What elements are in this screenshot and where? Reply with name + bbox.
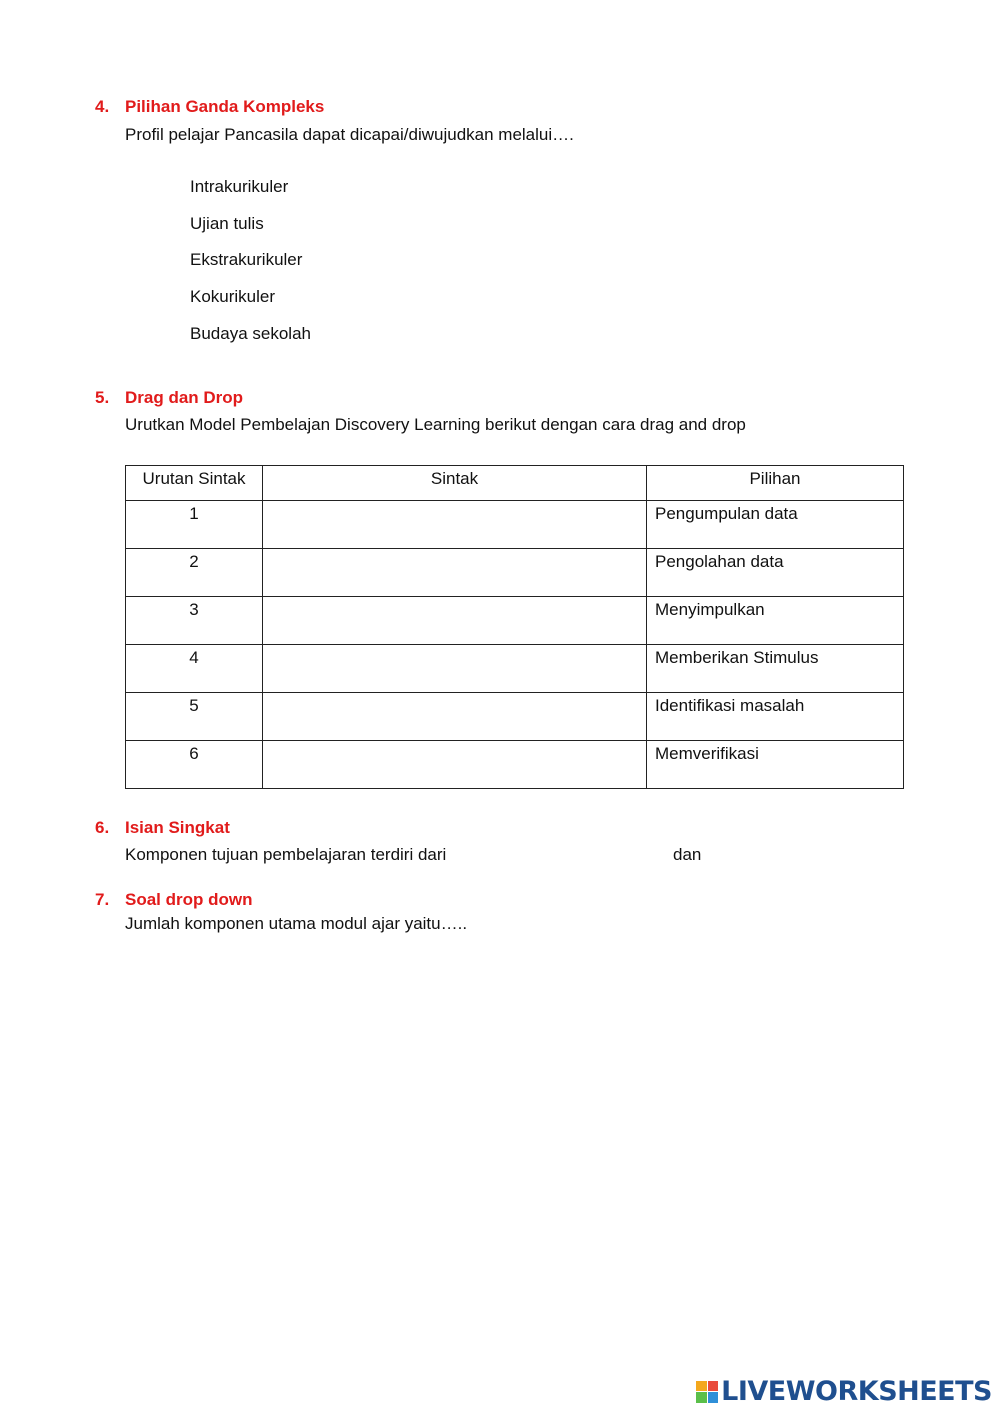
q4-title: Pilihan Ganda Kompleks bbox=[125, 97, 325, 116]
table-row bbox=[126, 645, 904, 693]
order-cell: 1 bbox=[126, 501, 263, 549]
q4-option[interactable]: Kokurikuler bbox=[190, 287, 276, 306]
q6-heading bbox=[95, 818, 230, 838]
liveworksheets-logo-icon bbox=[696, 1381, 718, 1403]
pilihan-draggable[interactable]: Memverifikasi bbox=[647, 741, 904, 789]
q4-heading bbox=[95, 97, 324, 117]
q7-prompt: Jumlah komponen utama modul ajar yaitu….. bbox=[125, 914, 468, 933]
logo-square bbox=[696, 1392, 707, 1403]
q7-title: Soal drop down bbox=[125, 890, 253, 909]
q4-option[interactable]: Intrakurikuler bbox=[190, 177, 289, 196]
q4-option[interactable]: Budaya sekolah bbox=[190, 324, 311, 343]
order-cell: 3 bbox=[126, 597, 263, 645]
sintak-drop-target[interactable] bbox=[263, 549, 647, 597]
table-row bbox=[126, 549, 904, 597]
logo-square bbox=[708, 1381, 719, 1392]
q4-option[interactable]: Ekstrakurikuler bbox=[190, 250, 303, 269]
q4-prompt: Profil pelajar Pancasila dapat dicapai/diwujudkan melalui…. bbox=[125, 125, 574, 144]
logo-square bbox=[708, 1392, 719, 1403]
header-urutan-sintak: Urutan Sintak bbox=[126, 466, 263, 501]
sintak-drop-target[interactable] bbox=[263, 741, 647, 789]
q4-option[interactable]: Ujian tulis bbox=[190, 214, 264, 233]
pilihan-draggable[interactable]: Memberikan Stimulus bbox=[647, 645, 904, 693]
q5-heading bbox=[95, 388, 243, 408]
q6-connector: dan bbox=[673, 845, 702, 864]
q4-number: 4. bbox=[95, 97, 110, 116]
pilihan-draggable[interactable]: Pengumpulan data bbox=[647, 501, 904, 549]
order-cell: 6 bbox=[126, 741, 263, 789]
q5-number: 5. bbox=[95, 388, 110, 407]
sintak-drop-target[interactable] bbox=[263, 693, 647, 741]
q6-prompt: Komponen tujuan pembelajaran terdiri dari bbox=[125, 845, 447, 864]
q7-number: 7. bbox=[95, 890, 110, 909]
q6-number: 6. bbox=[95, 818, 110, 837]
table-row bbox=[126, 741, 904, 789]
order-cell: 5 bbox=[126, 693, 263, 741]
sintak-drop-target[interactable] bbox=[263, 501, 647, 549]
logo-square bbox=[696, 1381, 707, 1392]
q5-prompt: Urutkan Model Pembelajan Discovery Learning berikut dengan cara drag and drop bbox=[125, 415, 746, 434]
liveworksheets-brand bbox=[696, 1376, 992, 1407]
table-header-row bbox=[126, 466, 904, 501]
table-row bbox=[126, 501, 904, 549]
table-row bbox=[126, 597, 904, 645]
sintak-drop-target[interactable] bbox=[263, 645, 647, 693]
pilihan-draggable[interactable]: Identifikasi masalah bbox=[647, 693, 904, 741]
q6-answer-field-1[interactable] bbox=[485, 845, 670, 867]
q6-answer-field-2[interactable] bbox=[710, 845, 895, 867]
order-cell: 2 bbox=[126, 549, 263, 597]
brand-text: LIVEWORKSHEETS bbox=[721, 1376, 992, 1407]
order-cell: 4 bbox=[126, 645, 263, 693]
header-sintak: Sintak bbox=[263, 466, 647, 501]
pilihan-draggable[interactable]: Pengolahan data bbox=[647, 549, 904, 597]
q7-heading bbox=[95, 890, 253, 910]
table-row bbox=[126, 693, 904, 741]
q5-title: Drag dan Drop bbox=[125, 388, 244, 407]
drag-drop-table bbox=[125, 465, 904, 789]
q6-title: Isian Singkat bbox=[125, 818, 230, 837]
pilihan-draggable[interactable]: Menyimpulkan bbox=[647, 597, 904, 645]
header-pilihan: Pilihan bbox=[647, 466, 904, 501]
sintak-drop-target[interactable] bbox=[263, 597, 647, 645]
